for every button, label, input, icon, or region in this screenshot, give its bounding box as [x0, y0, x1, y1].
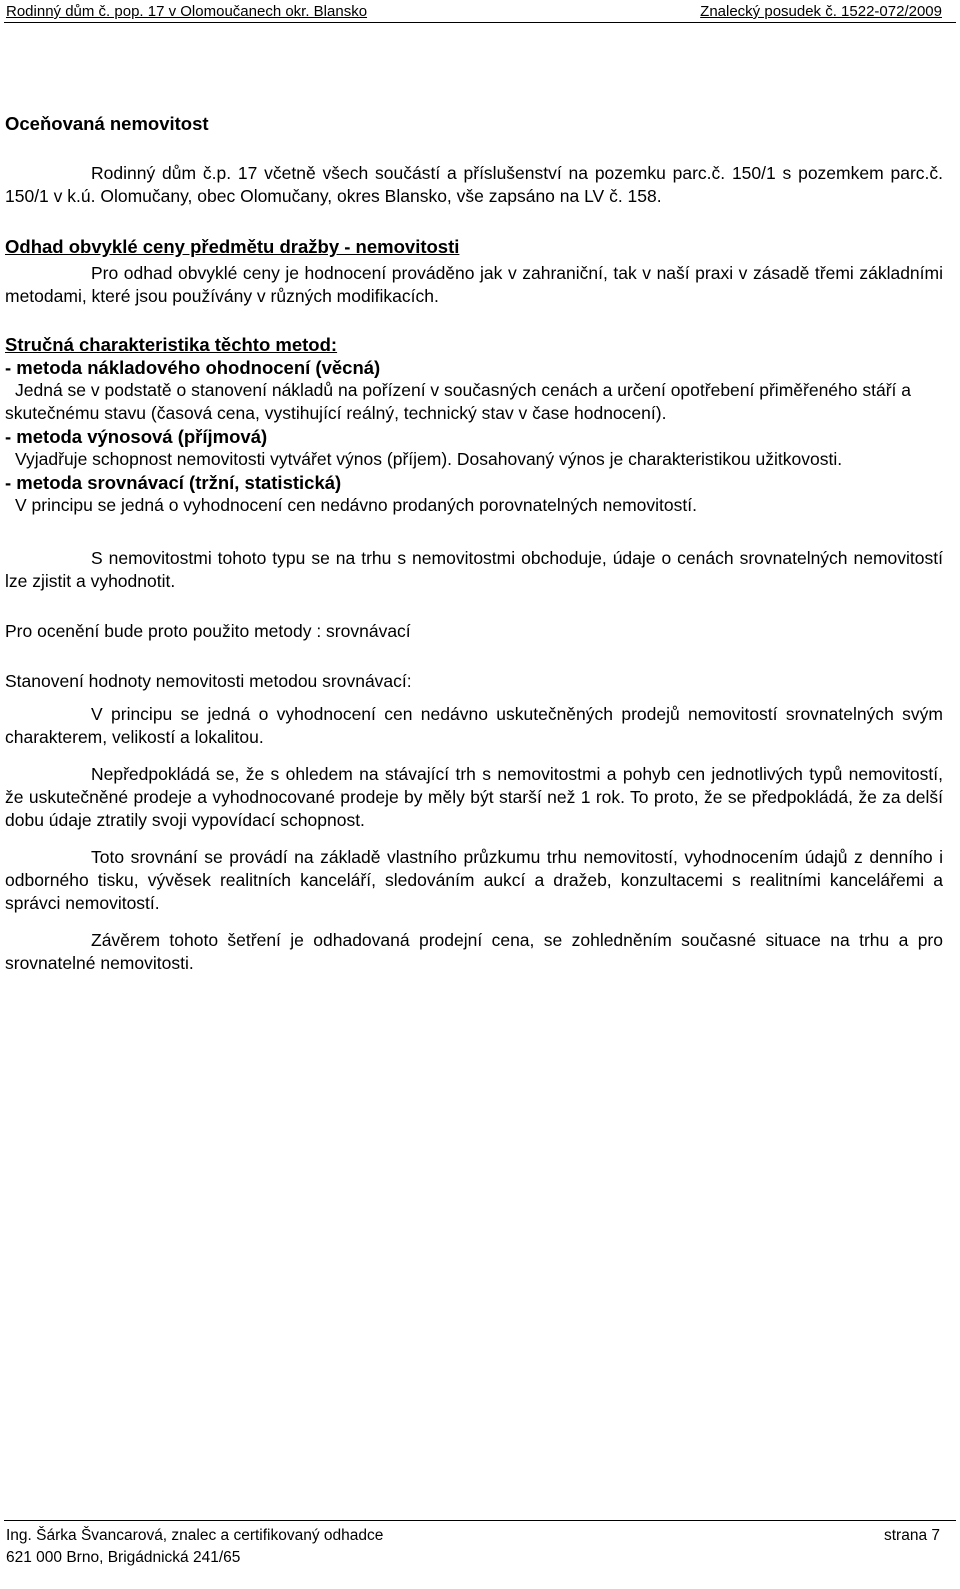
chosen-method: Pro ocenění bude proto použito metody : srovnávací	[5, 621, 411, 641]
footer-divider	[4, 1520, 956, 1521]
property-heading: Oceňovaná nemovitost	[5, 113, 209, 134]
estimate-text: Pro odhad obvyklé ceny je hodnocení prováděno jak v zahraniční, tak v naší praxi v zásadě třemi základními metodami, které jsou používány v různých modifikacích.	[5, 263, 943, 306]
header-divider	[4, 22, 956, 23]
comparative-principle: V principu se jedná o vyhodnocení cen nedávno uskutečněných prodejů nemovitostí srovnatelných svým charakterem, velikostí a lokalitou.	[5, 704, 943, 747]
method-income-title: - metoda výnosová (příjmová)	[5, 426, 268, 447]
page-header	[4, 0, 956, 22]
footer-address: 621 000 Brno, Brigádnická 241/65	[6, 1549, 241, 1566]
conclusion-paragraph: Závěrem tohoto šetření je odhadovaná prodejní cena, se zohledněním současné situace na trhu a pro srovnatelné nemovitosti.	[5, 930, 943, 973]
estimate-heading: Odhad obvyklé ceny předmětu dražby - nemovitosti	[5, 236, 460, 257]
footer-author: Ing. Šárka Švancarová, znalec a certifikovaný odhadce	[6, 1527, 384, 1544]
header-report-number: Znalecký posudek č. 1522-072/2009	[700, 3, 942, 20]
footer-page-number: strana 7	[883, 1527, 940, 1544]
method-comparative-title: - metoda srovnávací (tržní, statistická)	[5, 472, 342, 493]
method-comparative-text: V principu se jedná o vyhodnocení cen nedávno prodaných porovnatelných nemovitostí.	[15, 495, 697, 515]
valuation-heading: Stanovení hodnoty nemovitosti metodou srovnávací:	[5, 671, 412, 691]
document-body	[5, 112, 943, 975]
market-paragraph: S nemovitostmi tohoto typu se na trhu s nemovitostmi obchoduje, údaje o cenách srovnatelných nemovitostí lze zjistit a vyhodnotit.	[5, 548, 943, 591]
method-cost-title: - metoda nákladového ohodnocení (věcná)	[5, 357, 381, 378]
market-research-paragraph: Toto srovnání se provádí na základě vlastního průzkumu trhu nemovitostí, vyhodnocením údajů z denního i odborného tisku, vývěsek realitních kanceláří, sledováním aukcí a dražeb, konzultacemi s realitními kancelářemi a správci nemovitostí.	[5, 847, 943, 913]
page-footer	[4, 1520, 956, 1569]
methods-heading: Stručná charakteristika těchto metod:	[5, 334, 338, 355]
method-cost-text: Jedná se v podstatě o stanovení nákladů na pořízení v současných cenách a určení opotřebení přiměřeného stáří a skutečnému stavu (časová cena, vystihující reálný, technický stav v čase hodnocení).	[5, 380, 911, 423]
method-income-text: Vyjadřuje schopnost nemovitosti vytvářet výnos (příjem). Dosahovaný výnos je charakteristikou užitkovosti.	[15, 449, 843, 469]
header-title: Rodinný dům č. pop. 17 v Olomoučanech okr. Blansko	[6, 3, 368, 20]
sales-age-paragraph: Nepředpokládá se, že s ohledem na stávající trh s nemovitostmi a pohyb cen jednotlivých typů nemovitostí, že uskutečněné prodeje a vyhodnocované prodeje by měly být starší než 1 rok. To proto, že se předpokládá, že za delší dobu údaje ztratily svoji vypovídací schopnost.	[5, 764, 943, 830]
property-text: Rodinný dům č.p. 17 včetně všech součástí a příslušenství na pozemku parc.č. 150/1 s pozemkem parc.č. 150/1 v k.ú. Olomučany, obec Olomučany, okres Blansko, vše zapsáno na LV č. 158.	[5, 163, 943, 206]
